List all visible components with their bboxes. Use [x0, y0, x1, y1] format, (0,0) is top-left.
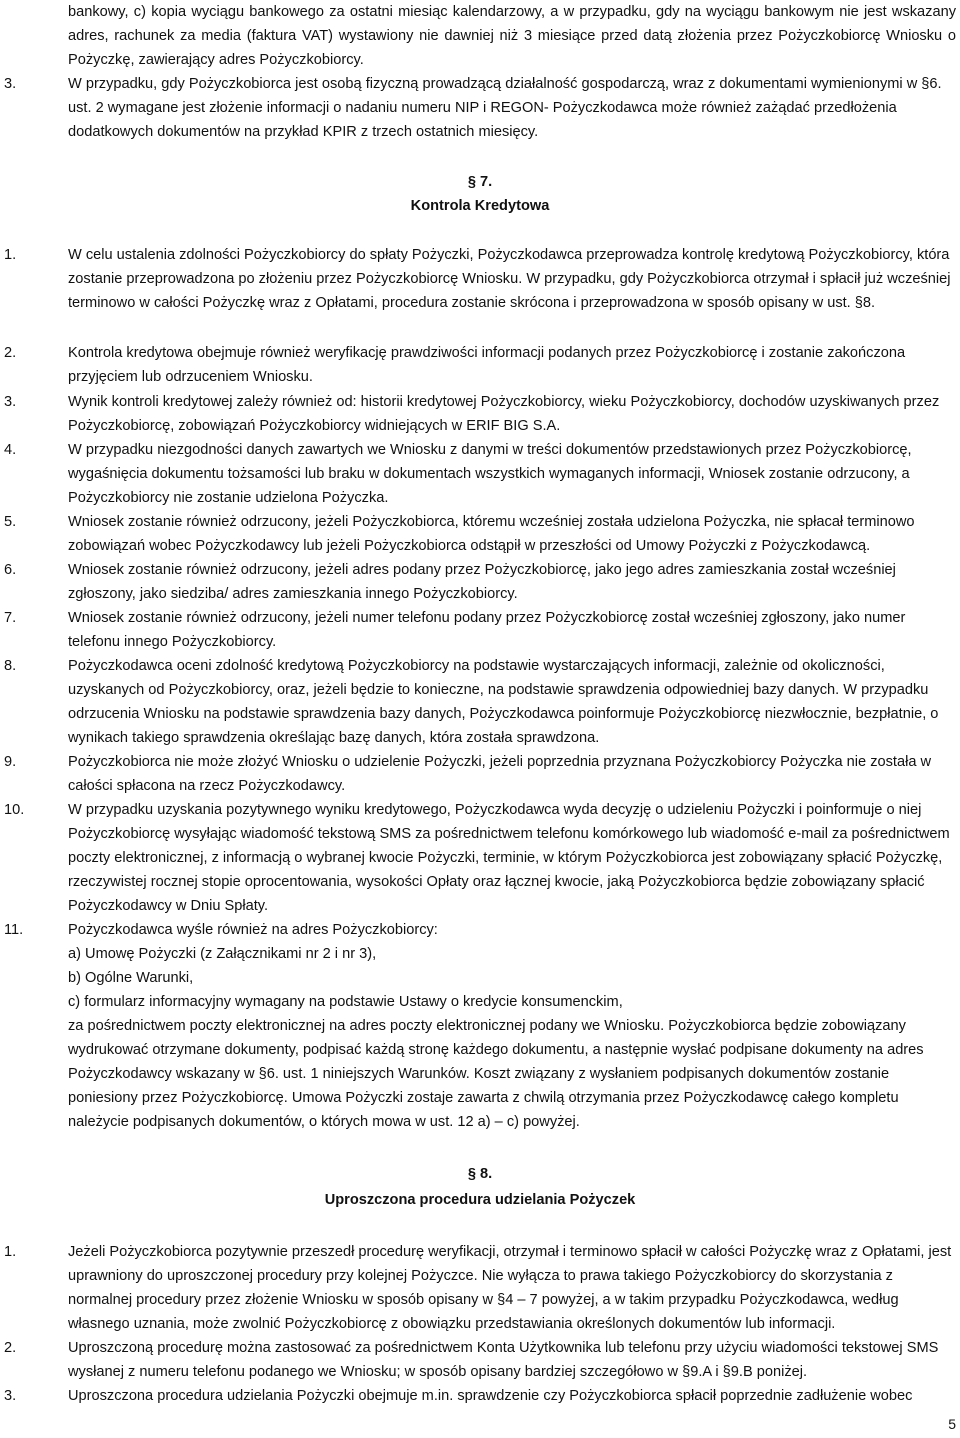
item-text: Pożyczkodawca wyśle również na adres Pożyczkobiorcy: — [68, 922, 438, 938]
item-text: W przypadku, gdy Pożyczkobiorca jest osobą fizyczną prowadzącą działalność gospodarczą, wraz z dokumentami wymienionymi w §6. ust. 2 wymagane jest złożenie informacji o nadaniu numeru NIP i REGON- Pożyczkodawca może również zażądać przedłożenia dodatkowych dokumentów na przykład KPIR z trzech ostatnich miesięcy. — [68, 76, 942, 140]
item-text: W celu ustalenia zdolności Pożyczkobiorcy do spłaty Pożyczki, Pożyczkodawca przeprowadza kontrolę kredytową Pożyczkobiorcy, która zostanie przeprowadzona po złożeniu przez Pożyczkobiorcę Wniosku. W przypadku, gdy Pożyczkobiorca otrzymał i spłacił już wcześniej terminowo w całości Pożyczkę wraz z Opłatami, procedura zostanie skrócona i przeprowadzona w sposób opisany w ust. §8. — [68, 247, 951, 311]
item-number: 5. — [4, 514, 17, 530]
item-number: 7. — [4, 610, 17, 626]
item-text: Kontrola kredytowa obejmuje również weryfikację prawdziwości informacji podanych przez Pożyczkobiorcę i zostanie zakończona przyjęciem lub odrzuceniem Wniosku. — [68, 345, 906, 385]
item-text: Wniosek zostanie również odrzucony, jeżeli Pożyczkobiorca, któremu wcześniej została udzielona Pożyczka, nie spłacał terminowo zobowiązań wobec Pożyczkodawcy lub jeżeli Pożyczkobiorca odstąpił w przeszłości od Umowy Pożyczki z Pożyczkodawcą. — [68, 514, 915, 554]
sub-item-text: b) Ogólne Warunki, — [68, 970, 194, 986]
item-number: 2. — [4, 1340, 17, 1356]
sub-item-text: c) formularz informacyjny wymagany na podstawie Ustawy o kredycie konsumenckim, — [68, 994, 623, 1010]
section-7-number: § 7. — [467, 174, 493, 190]
item-text: W przypadku niezgodności danych zawartych we Wniosku z danymi w treści dokumentów przedstawionych przez Pożyczkobiorcę, wygaśnięcia dokumentu tożsamości lub braku w dokumentach wszystkich wymaganych informacji, Wniosek zostanie odrzucony, a Pożyczkobiorcy nie zostanie udzielona Pożyczka. — [68, 442, 912, 506]
item-text: Wynik kontroli kredytowej zależy również od: historii kredytowej Pożyczkobiorcy, wieku Pożyczkobiorcy, dochodów uzyskiwanych przez Pożyczkobiorcę, zobowiązań Pożyczkobiorcy widniejących w ERIF BIG S.A. — [68, 394, 940, 434]
item-number: 1. — [4, 1244, 17, 1260]
section-8-number: § 8. — [467, 1166, 493, 1182]
item-number: 11. — [4, 922, 24, 938]
item-text: Jeżeli Pożyczkobiorca pozytywnie przeszedł procedurę weryfikacji, otrzymał i terminowo spłacił w całości Pożyczkę wraz z Opłatami, jest uprawniony do uproszczonej procedury przy kolejnej Pożyczce. Nie wyłącza to prawa takiego Pożyczkobiorcy do skorzystania z normalnej procedury przez złożenie Wniosku w sposób opisany w §4 – 7 powyżej, a w takim przypadku Pożyczkodawca, według własnego uznania, może zwolnić Pożyczkobiorcę z obowiązku przedstawiania określonych dokumentów lub informacji. — [68, 1244, 952, 1332]
item-number: 9. — [4, 754, 17, 770]
paragraph-text: bankowy, c) kopia wyciągu bankowego za ostatni miesiąc kalendarzowy, a w przypadku, gdy na wyciągu bankowym nie jest wskazany adres, rachunek za media (faktura VAT) wystawiony nie dawniej niż 3 miesiące przed datą złożenia przez Pożyczkobiorcę Wniosku o Pożyczkę, zawierający adres Pożyczkobiorcy. — [68, 4, 956, 68]
item-number: 4. — [4, 442, 17, 458]
item-text: Wniosek zostanie również odrzucony, jeżeli numer telefonu podany przez Pożyczkobiorcę został wcześniej zgłoszony, jako numer telefonu innego Pożyczkobiorcy. — [68, 610, 906, 650]
item-number: 8. — [4, 658, 17, 674]
item-text: Wniosek zostanie również odrzucony, jeżeli adres podany przez Pożyczkobiorcę, jako jego adres zamieszkania został wcześniej zgłoszony, jako siedziba/ adres zamieszkania innego Pożyczkobiorcy. — [68, 562, 896, 602]
item-text: Uproszczoną procedurę można zastosować za pośrednictwem Konta Użytkownika lub telefonu przy użyciu wiadomości tekstowej SMS wysłanej z numeru telefonu podanego we Wniosku; w sposób opisany bardziej szczegółowo w §9.A i §9.B poniżej. — [68, 1340, 939, 1380]
item-number: 3. — [4, 394, 17, 410]
item-text: W przypadku uzyskania pozytywnego wyniku kredytowego, Pożyczkodawca wyda decyzję o udzieleniu Pożyczki i poinformuje o niej Pożyczkobiorcę wysyłając wiadomość tekstową SMS za pośrednictwem telefonu komórkowego lub wiadomość e-mail za pośrednictwem poczty elektronicznej, z informacją o wybranej kwocie Pożyczki, terminie, w którym Pożyczkobiorca jest zobowiązany spłacić Pożyczkę, rzeczywistej rocznej stopie oprocentowania, wysokości Opłaty oraz łącznej kwocie, jaką Pożyczkobiorca będzie zobowiązany spłacić Pożyczkodawcy w Dniu Spłaty. — [68, 802, 950, 914]
item-number: 6. — [4, 562, 17, 578]
item-text: Pożyczkobiorca nie może złożyć Wniosku o udzielenie Pożyczki, jeżeli poprzednia przyznana Pożyczkobiorcy Pożyczka nie została w całości spłacona na rzecz Pożyczkodawcy. — [68, 754, 932, 794]
sub-item-text: a) Umowę Pożyczki (z Załącznikami nr 2 i nr 3), — [68, 946, 377, 962]
item-number: 3. — [4, 76, 17, 92]
item-number: 10. — [4, 802, 25, 818]
page-number: 5 — [948, 1416, 956, 1432]
section-8-title: Uproszczona procedura udzielania Pożyczek — [324, 1192, 636, 1208]
item-number: 2. — [4, 345, 17, 361]
item-text: Pożyczkodawca oceni zdolność kredytową Pożyczkobiorcy na podstawie wystarczających informacji, zależnie od okoliczności, uzyskanych od Pożyczkobiorcy, oraz, jeżeli będzie to konieczne, na podstawie sprawdzenia odpowiedniej bazy danych. W przypadku odrzucenia Wniosku na podstawie sprawdzenia bazy danych, Pożyczkodawca poinformuje Pożyczkobiorcę niezwłocznie, bezpłatnie, o wynikach takiego sprawdzenia określając bazę danych, która została sprawdzona. — [68, 658, 939, 746]
item-text: Uproszczona procedura udzielania Pożyczki obejmuje m.in. sprawdzenie czy Pożyczkobiorca spłacił poprzednie zadłużenie wobec — [68, 1388, 913, 1404]
item-number: 3. — [4, 1388, 17, 1404]
section-7-title: Kontrola Kredytowa — [410, 198, 550, 214]
paragraph-text: za pośrednictwem poczty elektronicznej na adres poczty elektronicznej podany we Wniosku. Pożyczkobiorca będzie zobowiązany wydrukować otrzymane dokumenty, podpisać każdą stronę każdego dokumentu, a następnie wysłać podpisane dokumenty na adres Pożyczkodawcy wskazany w §6. ust. 1 niniejszych Warunków. Koszt związany z wysłaniem podpisanych dokumentów zostanie poniesiony przez Pożyczkobiorcę. Umowa Pożyczki zostaje zawarta z chwilą otrzymania przez Pożyczkodawcę całego kompletu należycie podpisanych dokumentów, o których mowa w ust. 12 a) – c) powyżej. — [68, 1018, 924, 1130]
item-number: 1. — [4, 247, 17, 263]
